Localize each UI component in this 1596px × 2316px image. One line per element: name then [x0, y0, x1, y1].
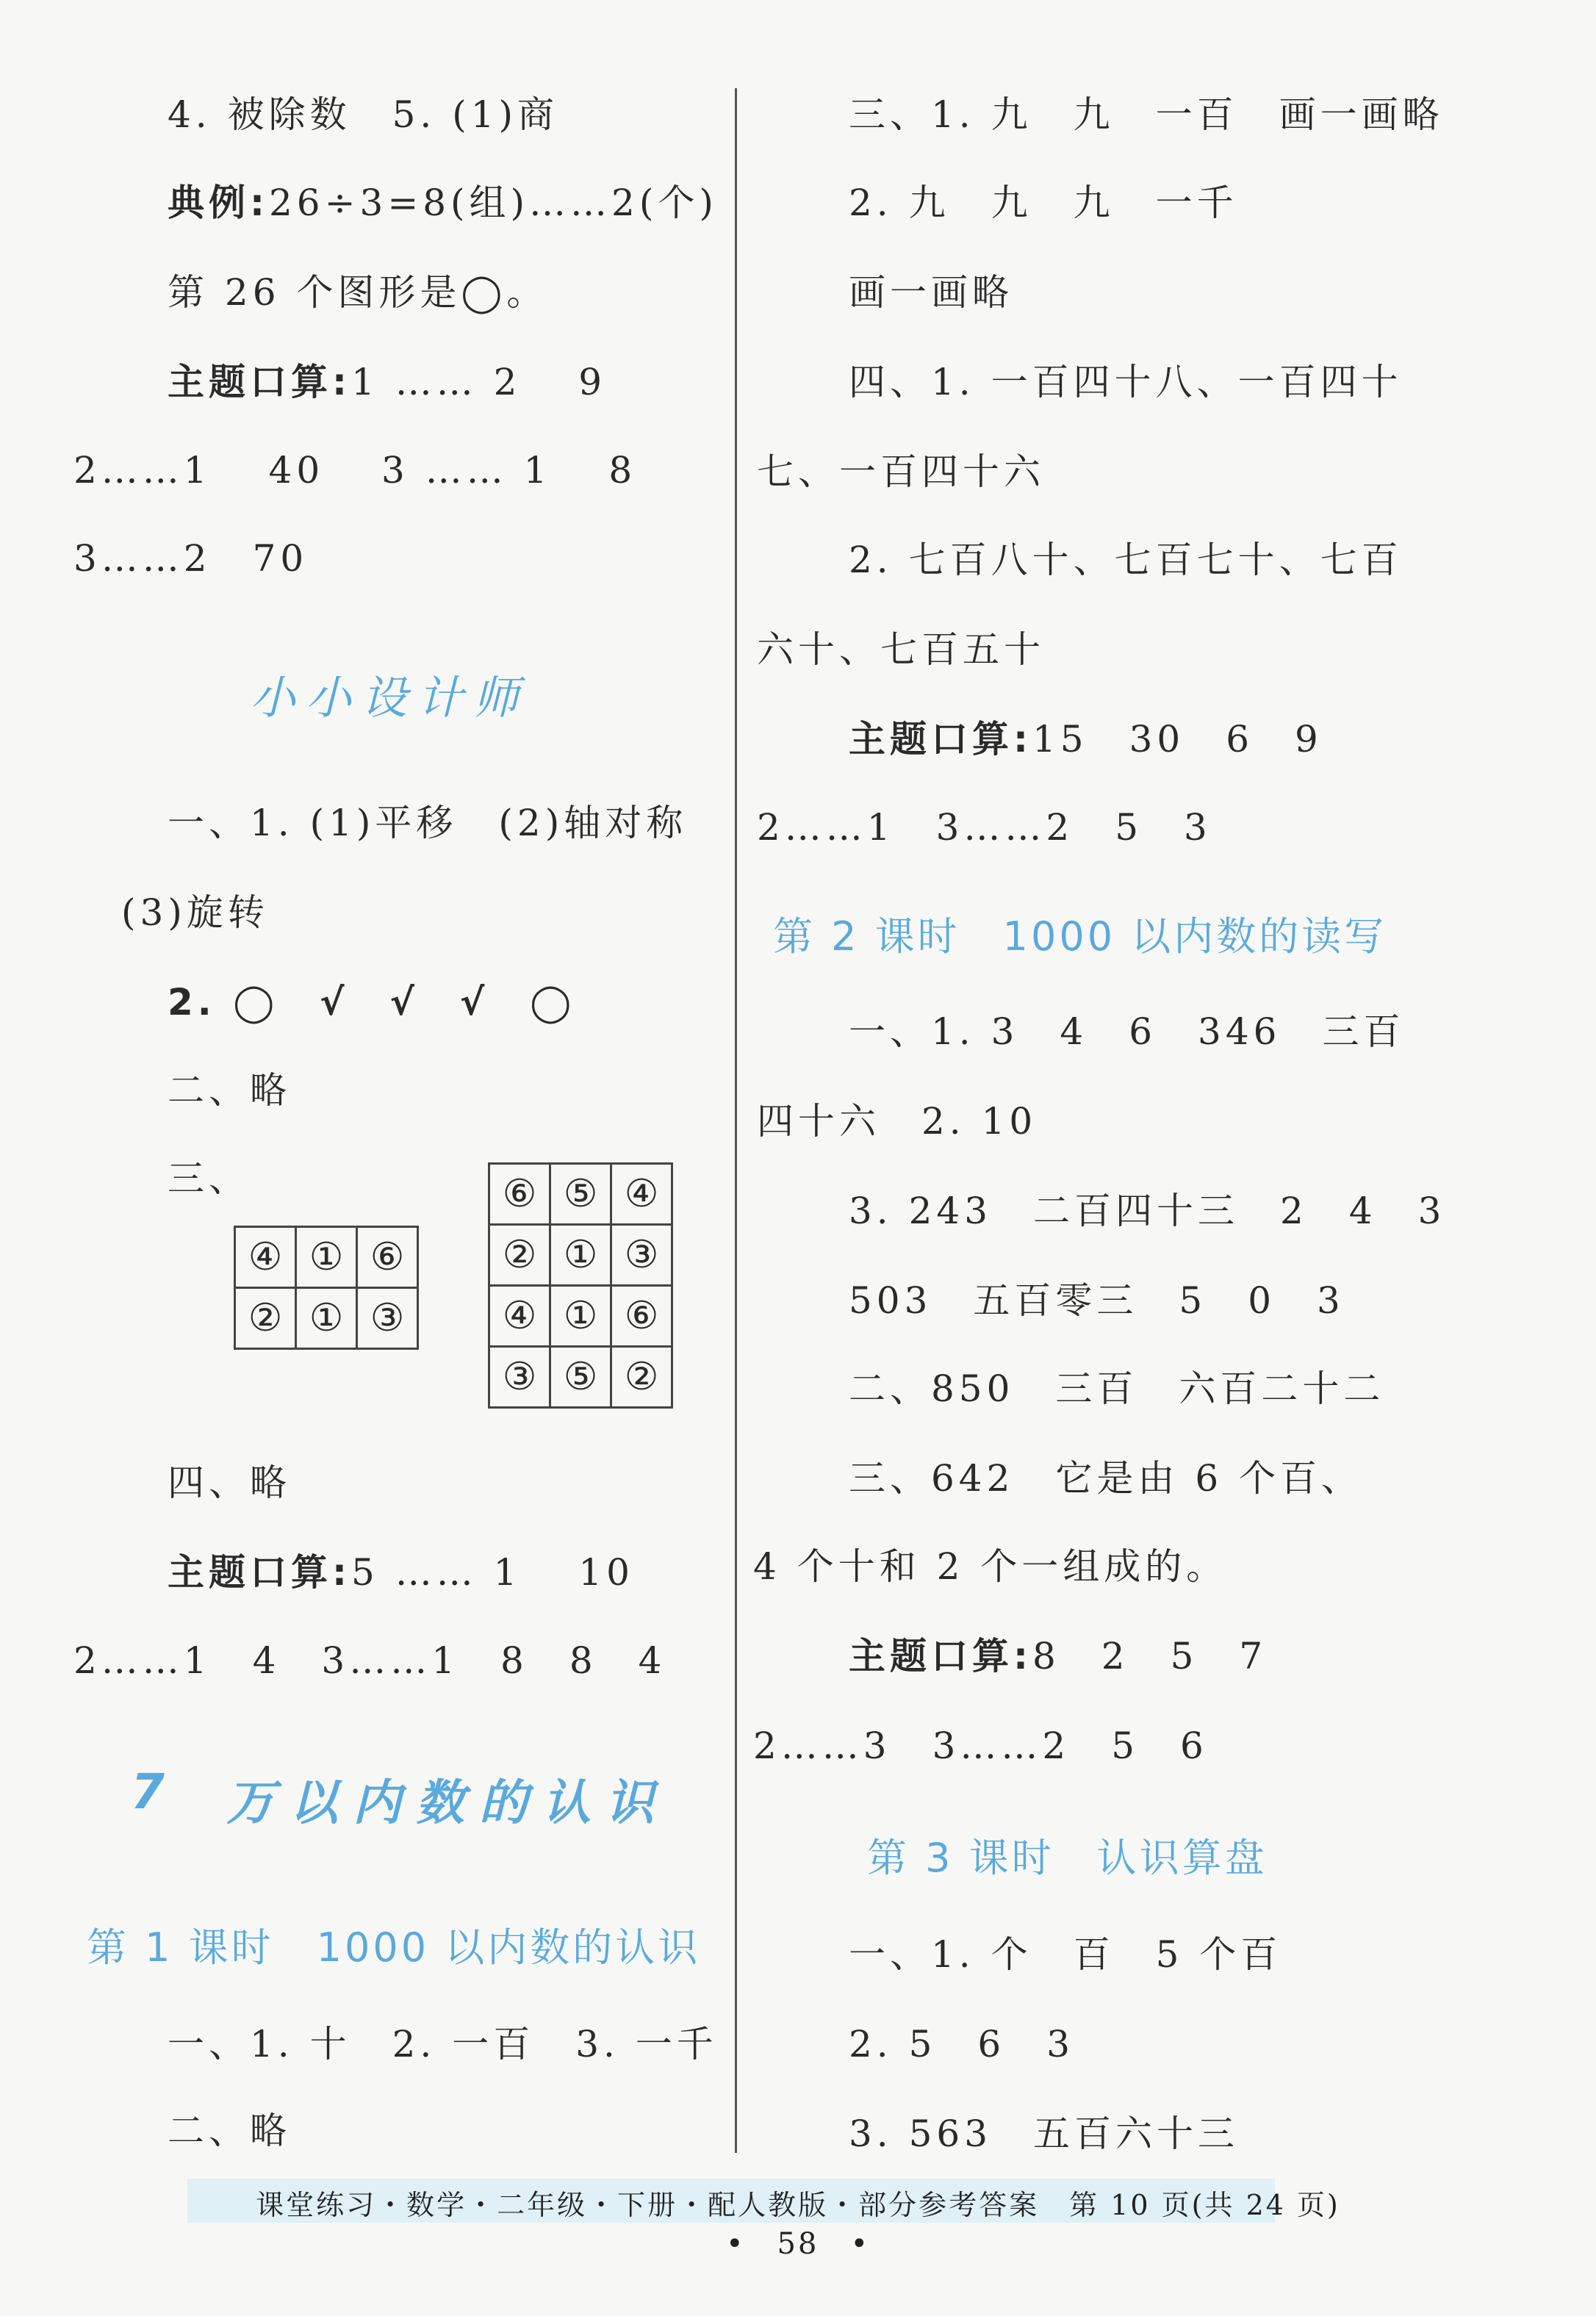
example-text: 26÷3=8(组)……2(个) — [269, 181, 718, 224]
lesson-title: 第 2 课时 1000 以内数的读写 — [773, 913, 1387, 960]
grid-cell: ⑥ — [357, 1227, 418, 1288]
answer-line: 三、 — [168, 1157, 250, 1200]
grid-cell: ② — [489, 1225, 550, 1286]
answer-line: 4. 被除数 5. (1)商 — [168, 93, 559, 136]
answer-line: 3. 243 二百四十三 2 4 3 — [849, 1190, 1446, 1232]
answer-line: 画一画略 — [849, 271, 1013, 314]
answer-line: 2……1 4 3……1 8 8 4 — [73, 1639, 666, 1682]
example-label: 典例: — [168, 181, 269, 224]
grid-cell: ③ — [489, 1347, 550, 1408]
grid-cell: ③ — [611, 1225, 672, 1286]
grid-cell: ② — [611, 1347, 672, 1408]
unit-title: 万以内数的认识 — [226, 1774, 669, 1831]
lesson-title: 第 1 课时 1000 以内数的认识 — [87, 1924, 701, 1971]
grid-cell: ⑥ — [489, 1164, 550, 1225]
grid-cell: ⑥ — [611, 1286, 672, 1347]
mental-math-line — [849, 716, 1323, 763]
mental-math-label: 主题口算: — [168, 1551, 351, 1594]
answer-line: 三、642 它是由 6 个百、 — [849, 1457, 1363, 1500]
answer-line: 六十、七百五十 — [757, 628, 1045, 671]
example-line — [168, 179, 718, 226]
answer-line: 2……1 40 3 …… 1 8 — [73, 449, 637, 492]
mental-math-text: 8 2 5 7 — [1032, 1635, 1268, 1677]
mental-math-label: 主题口算: — [168, 361, 351, 403]
grid-cell: ④ — [489, 1286, 550, 1347]
answer-line: 一、1. 3 4 6 346 三百 — [849, 1010, 1405, 1053]
mental-math-text: 15 30 6 9 — [1032, 718, 1323, 760]
answer-line: 2……1 3……2 5 3 — [757, 806, 1212, 849]
answer-line: 2. 七百八十、七百七十、七百 — [849, 539, 1403, 581]
answer-line: 2. ◯ √ √ √ ◯ — [168, 981, 576, 1024]
mental-math-text: 1 …… 2 9 — [351, 361, 607, 403]
unit-number: 7 — [131, 1763, 179, 1820]
answer-line: (3)旋转 — [121, 891, 269, 934]
grid-cell: ④ — [611, 1164, 672, 1225]
grid-cell: ⑤ — [550, 1347, 611, 1408]
section-title: 小小设计师 — [250, 671, 530, 724]
answer-line: 四十六 2. 10 — [757, 1100, 1038, 1143]
footer-line: 课堂练习・数学・二年级・下册・配人教版・部分参考答案 第 10 页(共 24 页) — [256, 2189, 1340, 2221]
grid-cell: ② — [235, 1288, 296, 1349]
mental-math-label: 主题口算: — [849, 718, 1032, 760]
grid-cell: ① — [550, 1225, 611, 1286]
lesson-title: 第 3 课时 认识算盘 — [867, 1835, 1268, 1881]
answer-line: 一、1. 十 2. 一百 3. 一千 — [168, 2023, 718, 2065]
answer-line: 3. 563 五百六十三 — [849, 2112, 1240, 2155]
answer-line: 四、略 — [168, 1461, 291, 1504]
grid-cell: ① — [296, 1227, 357, 1288]
grid-cell: ⑤ — [550, 1164, 611, 1225]
mental-math-text: 5 …… 1 10 — [351, 1551, 634, 1594]
answer-line: 二、略 — [168, 1069, 291, 1112]
answer-line: 二、略 — [168, 2110, 291, 2152]
answer-line: 2. 九 九 九 一千 — [849, 181, 1238, 224]
grid-cell: ① — [296, 1288, 357, 1349]
answer-line: 二、850 三百 六百二十二 — [849, 1367, 1385, 1410]
grid-cell: ④ — [235, 1227, 296, 1288]
mental-math-line — [168, 359, 606, 406]
answer-line: 一、1. 个 百 5 个百 — [849, 1933, 1282, 1976]
column-divider — [735, 88, 737, 2153]
answer-line: 三、1. 九 九 一百 画一画略 — [849, 93, 1444, 136]
answer-line: 2……3 3……2 5 6 — [753, 1725, 1208, 1767]
mental-math-line — [168, 1549, 634, 1596]
grid-cell: ① — [550, 1286, 611, 1347]
answer-line: 七、一百四十六 — [757, 450, 1045, 493]
answer-line: 第 26 个图形是◯。 — [168, 271, 548, 314]
mental-math-line — [849, 1633, 1267, 1680]
large-grid — [488, 1162, 673, 1409]
answer-line: 2. 5 6 3 — [849, 2023, 1075, 2065]
grid-cell: ③ — [357, 1288, 418, 1349]
answer-line: 一、1. (1)平移 (2)轴对称 — [168, 802, 688, 844]
mental-math-label: 主题口算: — [849, 1635, 1032, 1677]
answer-line: 四、1. 一百四十八、一百四十 — [849, 361, 1403, 403]
page-number: • 58 • — [725, 2227, 871, 2261]
small-grid — [234, 1226, 419, 1350]
answer-line: 3……2 70 — [73, 537, 309, 580]
answer-line: 4 个十和 2 个一组成的。 — [753, 1545, 1228, 1588]
answer-line: 503 五百零三 5 0 3 — [849, 1279, 1345, 1322]
